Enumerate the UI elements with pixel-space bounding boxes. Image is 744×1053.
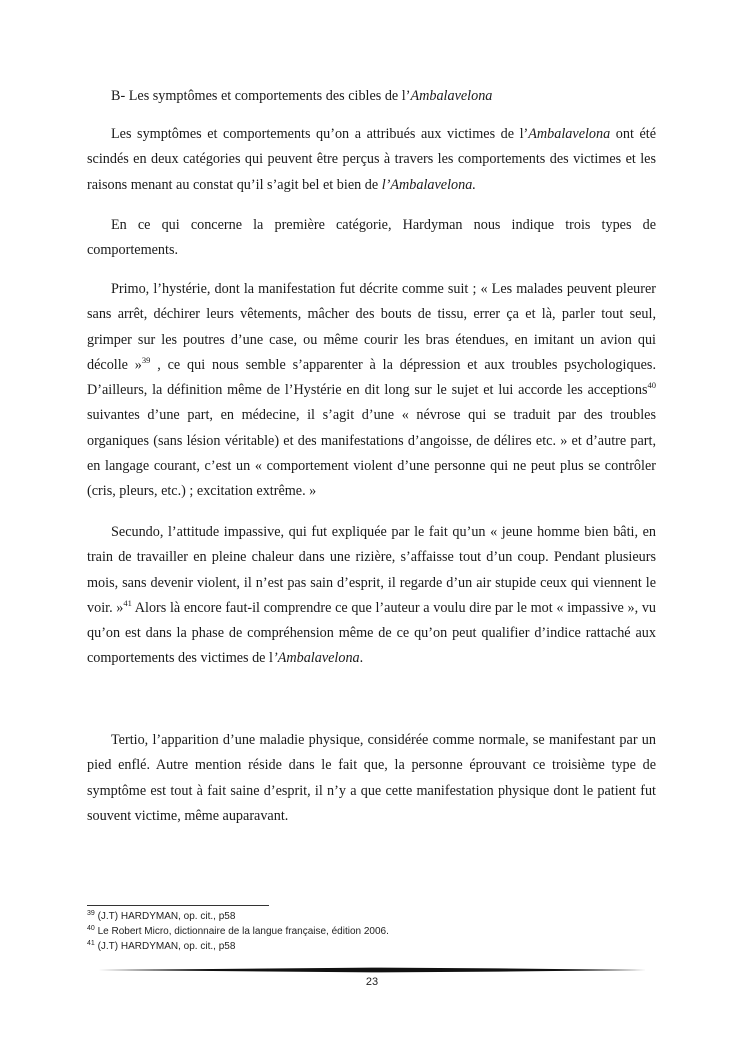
footnote-text: (J.T) HARDYMAN, op. cit., p58 — [94, 941, 236, 952]
paragraph-2-text: En ce qui concerne la première catégorie, Hardyman nous indique trois types de comportements. — [87, 217, 656, 259]
paragraph-5 — [87, 728, 656, 829]
paragraph-4-text-a: Secundo, l’attitude impassive, qui fut expliquée par le fait qu’un « jeune homme bien bâti, en train de travailler en pleine chaleur dans une rizière, s’affaisse tout d’un coup. Pendant plusieurs mois, sans devenir violent, il n’est pas sain d’esprit, il regarde d’un air stupide ceux qui viennent le voir. » — [87, 524, 656, 616]
footnote-number: 39 — [87, 910, 95, 917]
paragraph-3-text-c: suivantes d’une part, en médecine, il s’agit d’une « névrose qui se traduit par des troubles organiques (sans lésion véritable) et des manifestations d’angoisse, de délires etc. » et d’autre part, en langage courant, c’est un « comportement violent d’une personne qui ne peut plus se contrôler (cris, pleurs, etc.) ; excitation extrême. » — [87, 407, 656, 500]
section-heading-text: B- Les symptômes et comportements des cibles de l’ — [111, 88, 411, 104]
footnote-ref-39: 39 — [141, 354, 151, 365]
footnote-39 — [87, 909, 647, 924]
footnotes — [87, 909, 647, 954]
footnote-number: 40 — [87, 925, 95, 932]
page-number: 23 — [365, 976, 379, 988]
paragraph-4-text-b: Alors là encore faut-il comprendre ce que l’auteur a voulu dire par le mot « impassive », vu qu’on est dans la phase de compréhension même de ce qu’on peut qualifier d’indice rattaché aux comportements des victimes de l — [87, 599, 657, 667]
paragraph-3 — [87, 277, 656, 505]
footnote-ref-40: 40 — [647, 380, 656, 391]
paragraph-1 — [87, 122, 656, 198]
footer-rule — [98, 967, 646, 973]
paragraph-1-italic-d: l’Ambalavelona. — [381, 176, 476, 193]
footnote-number: 41 — [87, 940, 95, 947]
section-heading-italic: Ambalavelona — [410, 88, 493, 104]
footnote-41 — [87, 939, 647, 954]
paragraph-1-italic-b: Ambalavelona — [528, 126, 611, 142]
paragraph-2 — [87, 213, 656, 264]
paragraph-4-italic-c: ’Ambalavelona — [272, 650, 360, 667]
footnote-ref-41: 41 — [123, 597, 132, 608]
footnote-separator — [87, 905, 269, 906]
paragraph-1-text-c: ont été scindés en deux catégories qui peuvent être perçus à travers les comportements des victimes et les raisons menant au constat qu’il s’agit bel et bien de — [87, 126, 656, 193]
paragraph-4 — [87, 520, 656, 672]
paragraph-5-text: Tertio, l’apparition d’une maladie physique, considérée comme normale, se manifestant par un pied enflé. Autre mention réside dans le fait que, la personne éprouvant ce troisième type de symptôme est tout à fait saine d’esprit, il n’y a que cette manifestation physique dont le patient fut souvent victime, même auparavant. — [87, 732, 656, 824]
paragraph-1-text-a: Les symptômes et comportements qu’on a attribués aux victimes de l’ — [111, 126, 529, 142]
footnote-text: (J.T) HARDYMAN, op. cit., p58 — [94, 911, 236, 922]
footnote-40 — [87, 924, 647, 939]
section-heading — [87, 88, 492, 105]
paragraph-3-text-b: , ce qui nous semble s’apparenter à la dépression et aux troubles psychologiques. D’ailleurs, la définition même de l’Hystérie en dit long sur le sujet et lui accorde les acceptions — [87, 356, 656, 399]
paragraph-3-text-a: Primo, l’hystérie, dont la manifestation fut décrite comme suit ; « Les malades peuvent pleurer sans arrêt, déchirer leurs vêtements, mâcher des bouts de tissu, errer ça et là, parler tout seul, grimper sur les poutres d’une case, ou même courir les bras étendues, en imitant un avion qui décolle » — [87, 281, 656, 373]
footnote-text: Le Robert Micro, dictionnaire de la langue française, édition 2006. — [94, 926, 389, 937]
paragraph-4-text-d: . — [359, 650, 364, 667]
